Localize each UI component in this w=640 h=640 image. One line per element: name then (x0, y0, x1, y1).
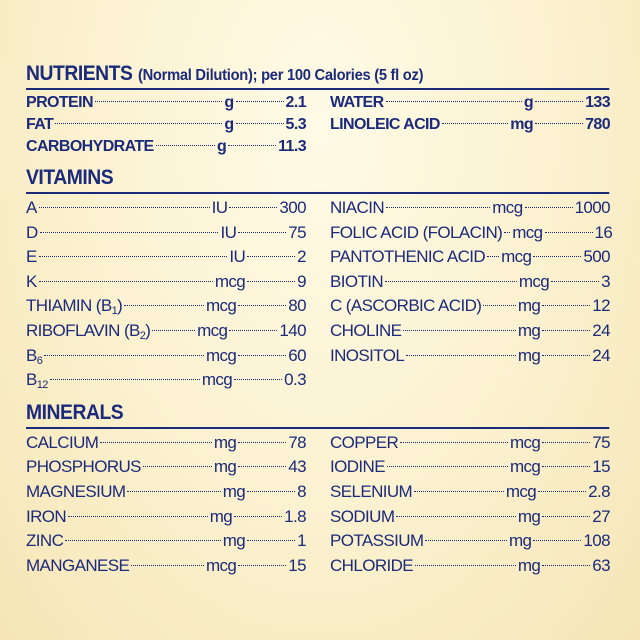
nutrient-unit: mcg (492, 198, 523, 217)
nutrient-unit: mg (209, 506, 233, 526)
nutrient-name (330, 294, 481, 319)
nutrient-value: 1000 (574, 198, 610, 217)
nutrient-row (330, 270, 610, 295)
nutrient-value: 9 (297, 271, 306, 291)
nutrient-row (26, 114, 306, 136)
nutrient-name-text: CARBOHYDRATE (26, 138, 154, 155)
nutrient-name-text: E (26, 247, 37, 267)
nutrients-header (26, 62, 609, 90)
nutrient-name-text: IRON (26, 506, 67, 526)
nutrient-row (330, 294, 610, 319)
minerals-section (26, 401, 610, 579)
nutrient-value: 140 (279, 320, 306, 340)
nutrient-name-text: FOLIC ACID (FOLACIN) (330, 222, 503, 242)
nutrient-value: 43 (288, 457, 306, 477)
nutrient-name-text: BIOTIN (330, 271, 384, 291)
nutrient-row (330, 221, 613, 246)
nutrient-name-text: MANGANESE (26, 555, 130, 575)
nutrient-row (330, 344, 610, 369)
leader-dots (414, 491, 504, 492)
leader-dots (238, 565, 286, 566)
nutrient-unit: IU (229, 247, 246, 267)
leader-dots (50, 379, 200, 380)
nutrients-section (26, 62, 610, 158)
nutrient-row (330, 114, 610, 136)
nutrient-name (26, 92, 93, 114)
nutrient-value: 24 (592, 345, 610, 365)
nutrient-unit: mg (510, 116, 534, 133)
nutrient-name-text: IODINE (330, 457, 385, 477)
nutrient-name (26, 245, 37, 270)
leader-dots (385, 281, 517, 282)
nutrient-unit: mg (213, 432, 237, 452)
minerals-header (26, 401, 609, 429)
nutrient-unit: g (224, 94, 234, 111)
nutrient-value: 78 (288, 432, 306, 452)
nutrient-name-text: B (26, 370, 37, 390)
nutrient-name (26, 505, 66, 530)
nutrient-subscript: 12 (36, 379, 48, 392)
nutrient-value: 133 (585, 94, 610, 111)
nutrient-name (26, 270, 37, 295)
nutrient-name (26, 319, 150, 344)
nutrient-unit: mg (222, 531, 246, 551)
nutrient-name (330, 455, 385, 480)
nutrient-row (330, 529, 610, 554)
leader-dots (229, 330, 277, 331)
nutrient-name-text: C (ASCORBIC ACID) (330, 296, 482, 316)
nutrient-name (26, 196, 37, 221)
nutrient-row (330, 245, 610, 270)
leader-dots (247, 540, 295, 541)
nutrient-unit: g (224, 116, 234, 133)
leader-dots (403, 330, 515, 331)
nutrients-subtitle: (Normal Dilution); per 100 Calories (5 fl oz) (137, 67, 424, 84)
nutrient-name-text: WATER (330, 94, 384, 111)
nutrient-subscript: 2 (139, 329, 146, 342)
nutrients-left-column (26, 92, 306, 158)
leader-dots (504, 232, 510, 233)
nutrient-unit: mg (517, 320, 541, 340)
nutrient-row (26, 92, 306, 114)
leader-dots (236, 101, 284, 102)
nutrient-name (330, 319, 401, 344)
nutrient-name (26, 431, 98, 456)
nutrient-name (26, 221, 38, 246)
nutrient-row (26, 480, 306, 505)
nutrient-row (330, 319, 610, 344)
nutrient-name-text: SODIUM (330, 506, 395, 526)
nutrient-name-text: POTASSIUM (330, 531, 424, 551)
vitamins-section (26, 166, 613, 393)
nutrient-row (26, 431, 306, 456)
leader-dots (143, 466, 212, 467)
nutrient-name (330, 431, 398, 456)
leader-dots (44, 355, 204, 356)
nutrient-row (26, 529, 306, 554)
leader-dots (55, 123, 222, 124)
nutrient-value: 75 (592, 432, 610, 452)
nutrient-value: 63 (592, 555, 610, 575)
nutrient-subscript: 1 (111, 305, 118, 318)
leader-dots (542, 466, 590, 467)
nutrient-name (26, 344, 42, 369)
vitamins-header (26, 166, 609, 194)
nutrient-unit: mcg (205, 345, 237, 365)
nutrient-name (330, 270, 383, 295)
nutrient-value: 16 (594, 222, 613, 242)
nutrient-name-text: THIAMIN (B (26, 296, 112, 316)
nutrient-name-text: RIBOFLAVIN (B (26, 320, 140, 340)
leader-dots (542, 516, 590, 517)
leader-dots (39, 281, 213, 282)
nutrient-row (26, 319, 306, 344)
nutrient-name (26, 114, 53, 136)
leader-dots (39, 256, 228, 257)
leader-dots (415, 565, 516, 566)
vitamins-right-column (330, 196, 613, 393)
nutrient-row (26, 455, 306, 480)
leader-dots (396, 516, 515, 517)
leader-dots (247, 281, 295, 282)
leader-dots (229, 207, 277, 208)
nutrient-row (26, 136, 306, 158)
nutrient-name (26, 455, 141, 480)
leader-dots (542, 330, 590, 331)
nutrient-value: 3 (601, 271, 610, 291)
nutrient-value: 1.8 (284, 506, 306, 526)
leader-dots (156, 145, 215, 146)
nutrient-value: 80 (288, 296, 306, 316)
leader-dots (400, 442, 508, 443)
nutrient-row (26, 294, 306, 319)
nutrient-name-text: FAT (26, 116, 54, 133)
leader-dots (542, 305, 590, 306)
nutrient-value: 60 (288, 345, 306, 365)
leader-dots (538, 491, 586, 492)
leader-dots (65, 540, 220, 541)
nutrient-value: 300 (279, 198, 306, 217)
leader-dots (487, 256, 499, 257)
nutrient-unit: mg (222, 481, 246, 501)
leader-dots (40, 232, 219, 233)
leader-dots (533, 540, 581, 541)
nutrient-name (330, 92, 384, 114)
nutrient-name (330, 245, 485, 270)
nutrient-name (26, 368, 48, 393)
nutrient-row (330, 431, 610, 456)
nutrient-unit: mcg (509, 432, 541, 452)
nutrient-unit: mcg (501, 247, 532, 267)
nutrient-unit: g (523, 94, 534, 111)
leader-dots (387, 466, 508, 467)
nutrient-row (26, 505, 306, 530)
nutrient-value: 780 (585, 116, 610, 133)
nutrient-name (26, 529, 63, 554)
nutrient-name (330, 196, 384, 221)
nutrient-row (330, 92, 610, 114)
nutrient-name (26, 554, 129, 579)
nutrient-name-text: NIACIN (330, 198, 385, 217)
nutrient-value: 27 (592, 506, 610, 526)
nutrient-value: 5.3 (285, 116, 306, 133)
nutrient-name-text: CHLORIDE (330, 555, 414, 575)
nutrient-unit: mg (517, 555, 541, 575)
leader-dots (95, 101, 222, 102)
vitamins-title: VITAMINS (26, 166, 114, 189)
nutrient-row (26, 554, 306, 579)
leader-dots (525, 207, 573, 208)
leader-dots (124, 305, 204, 306)
leader-dots (131, 565, 204, 566)
nutrient-row (330, 505, 610, 530)
leader-dots (100, 442, 212, 443)
nutrient-unit: mg (509, 531, 532, 551)
nutrient-unit: mcg (205, 555, 237, 575)
nutrient-value: 8 (297, 481, 306, 501)
nutrient-name-text: MAGNESIUM (26, 481, 126, 501)
nutrient-value: 500 (583, 247, 610, 267)
nutrient-value: 1 (297, 531, 306, 551)
nutrient-unit: IU (220, 222, 237, 242)
nutrient-row (26, 196, 306, 221)
nutrient-unit: mcg (509, 457, 541, 477)
nutrient-name (330, 480, 412, 505)
leader-dots (542, 442, 590, 443)
nutrient-name-text: D (26, 222, 38, 242)
nutrient-name-text: CALCIUM (26, 432, 99, 452)
nutrient-unit: mcg (205, 296, 237, 316)
vitamins-left-column (26, 196, 306, 393)
nutrient-value: 75 (288, 222, 306, 242)
leader-dots (228, 145, 276, 146)
nutrient-row (330, 554, 610, 579)
nutrient-name-text: COPPER (330, 432, 399, 452)
nutrient-row (26, 245, 306, 270)
nutrient-name (330, 554, 413, 579)
nutrient-row (26, 221, 306, 246)
nutrient-unit: mg (517, 345, 541, 365)
nutrient-unit: IU (211, 198, 228, 217)
nutrient-value: 15 (288, 555, 306, 575)
leader-dots (247, 256, 295, 257)
leader-dots (39, 207, 210, 208)
nutrient-row (330, 455, 610, 480)
leader-dots (542, 565, 590, 566)
nutrient-unit: mg (517, 296, 541, 316)
nutrient-value: 12 (592, 296, 610, 316)
leader-dots (238, 232, 286, 233)
leader-dots (238, 442, 286, 443)
leader-dots (542, 355, 590, 356)
nutrient-name-text: PANTOTHENIC ACID (330, 247, 486, 267)
nutrient-name-text: LINOLEIC ACID (330, 116, 440, 133)
nutrient-name-text: K (26, 271, 37, 291)
leader-dots (238, 466, 286, 467)
nutrient-value: 2.1 (285, 94, 306, 111)
nutrient-name-text: A (26, 198, 37, 217)
nutrient-name-text: CHOLINE (330, 320, 402, 340)
leader-dots (442, 123, 508, 124)
nutrient-name (330, 114, 440, 136)
nutrient-name-text: ZINC (26, 531, 64, 551)
nutrient-row (330, 196, 610, 221)
nutrient-name (330, 505, 394, 530)
nutrient-name-tail: ) (117, 296, 123, 316)
leader-dots (68, 516, 208, 517)
leader-dots (551, 281, 599, 282)
nutrient-unit: mg (517, 506, 541, 526)
nutrient-value: 2 (297, 247, 306, 267)
nutrient-name-text: PHOSPHORUS (26, 457, 141, 477)
nutrient-unit: g (216, 138, 227, 155)
nutrient-unit: mcg (197, 320, 228, 340)
leader-dots (483, 305, 516, 306)
leader-dots (234, 379, 282, 380)
leader-dots (406, 355, 516, 356)
minerals-title: MINERALS (26, 400, 124, 424)
nutrients-title: NUTRIENTS (26, 62, 133, 85)
nutrient-unit: mcg (201, 370, 233, 390)
nutrient-name (330, 344, 404, 369)
leader-dots (386, 207, 490, 208)
nutrient-value: 24 (592, 320, 610, 340)
leader-dots (127, 491, 220, 492)
nutrient-name (26, 480, 125, 505)
nutrient-unit: mg (213, 457, 237, 477)
nutrient-row (26, 270, 306, 295)
nutrient-row (26, 344, 306, 369)
nutrient-unit: mcg (505, 481, 537, 501)
leader-dots (238, 355, 286, 356)
nutrient-value: 0.3 (284, 370, 306, 390)
leader-dots (535, 101, 583, 102)
leader-dots (247, 491, 295, 492)
minerals-left-column (26, 431, 306, 579)
nutrient-row (330, 480, 610, 505)
leader-dots (386, 101, 522, 102)
nutrient-name-text: B (26, 345, 37, 365)
nutrient-value: 15 (592, 457, 610, 477)
leader-dots (545, 232, 593, 233)
leader-dots (535, 123, 583, 124)
nutrient-name-text: SELENIUM (330, 481, 413, 501)
nutrient-name (26, 294, 122, 319)
nutrient-subscript: 6 (36, 354, 43, 367)
nutrients-right-column (330, 92, 610, 158)
nutrient-name-tail: ) (145, 320, 151, 340)
nutrient-name (330, 221, 502, 246)
nutrient-name-text: INOSITOL (330, 345, 405, 365)
nutrient-row (26, 368, 306, 393)
leader-dots (425, 540, 507, 541)
nutrient-unit: mcg (214, 271, 246, 291)
nutrient-name (330, 529, 423, 554)
leader-dots (236, 123, 284, 124)
leader-dots (152, 330, 195, 331)
nutrition-panel (26, 62, 613, 578)
nutrient-value: 2.8 (588, 481, 610, 501)
leader-dots (238, 305, 286, 306)
nutrient-value: 108 (583, 531, 610, 551)
nutrient-name (26, 136, 154, 158)
nutrient-unit: mcg (512, 222, 543, 242)
nutrient-value: 11.3 (278, 138, 306, 155)
nutrient-name-text: PROTEIN (26, 94, 93, 111)
leader-dots (234, 516, 282, 517)
minerals-right-column (330, 431, 610, 579)
leader-dots (533, 256, 581, 257)
nutrient-unit: mcg (518, 271, 550, 291)
